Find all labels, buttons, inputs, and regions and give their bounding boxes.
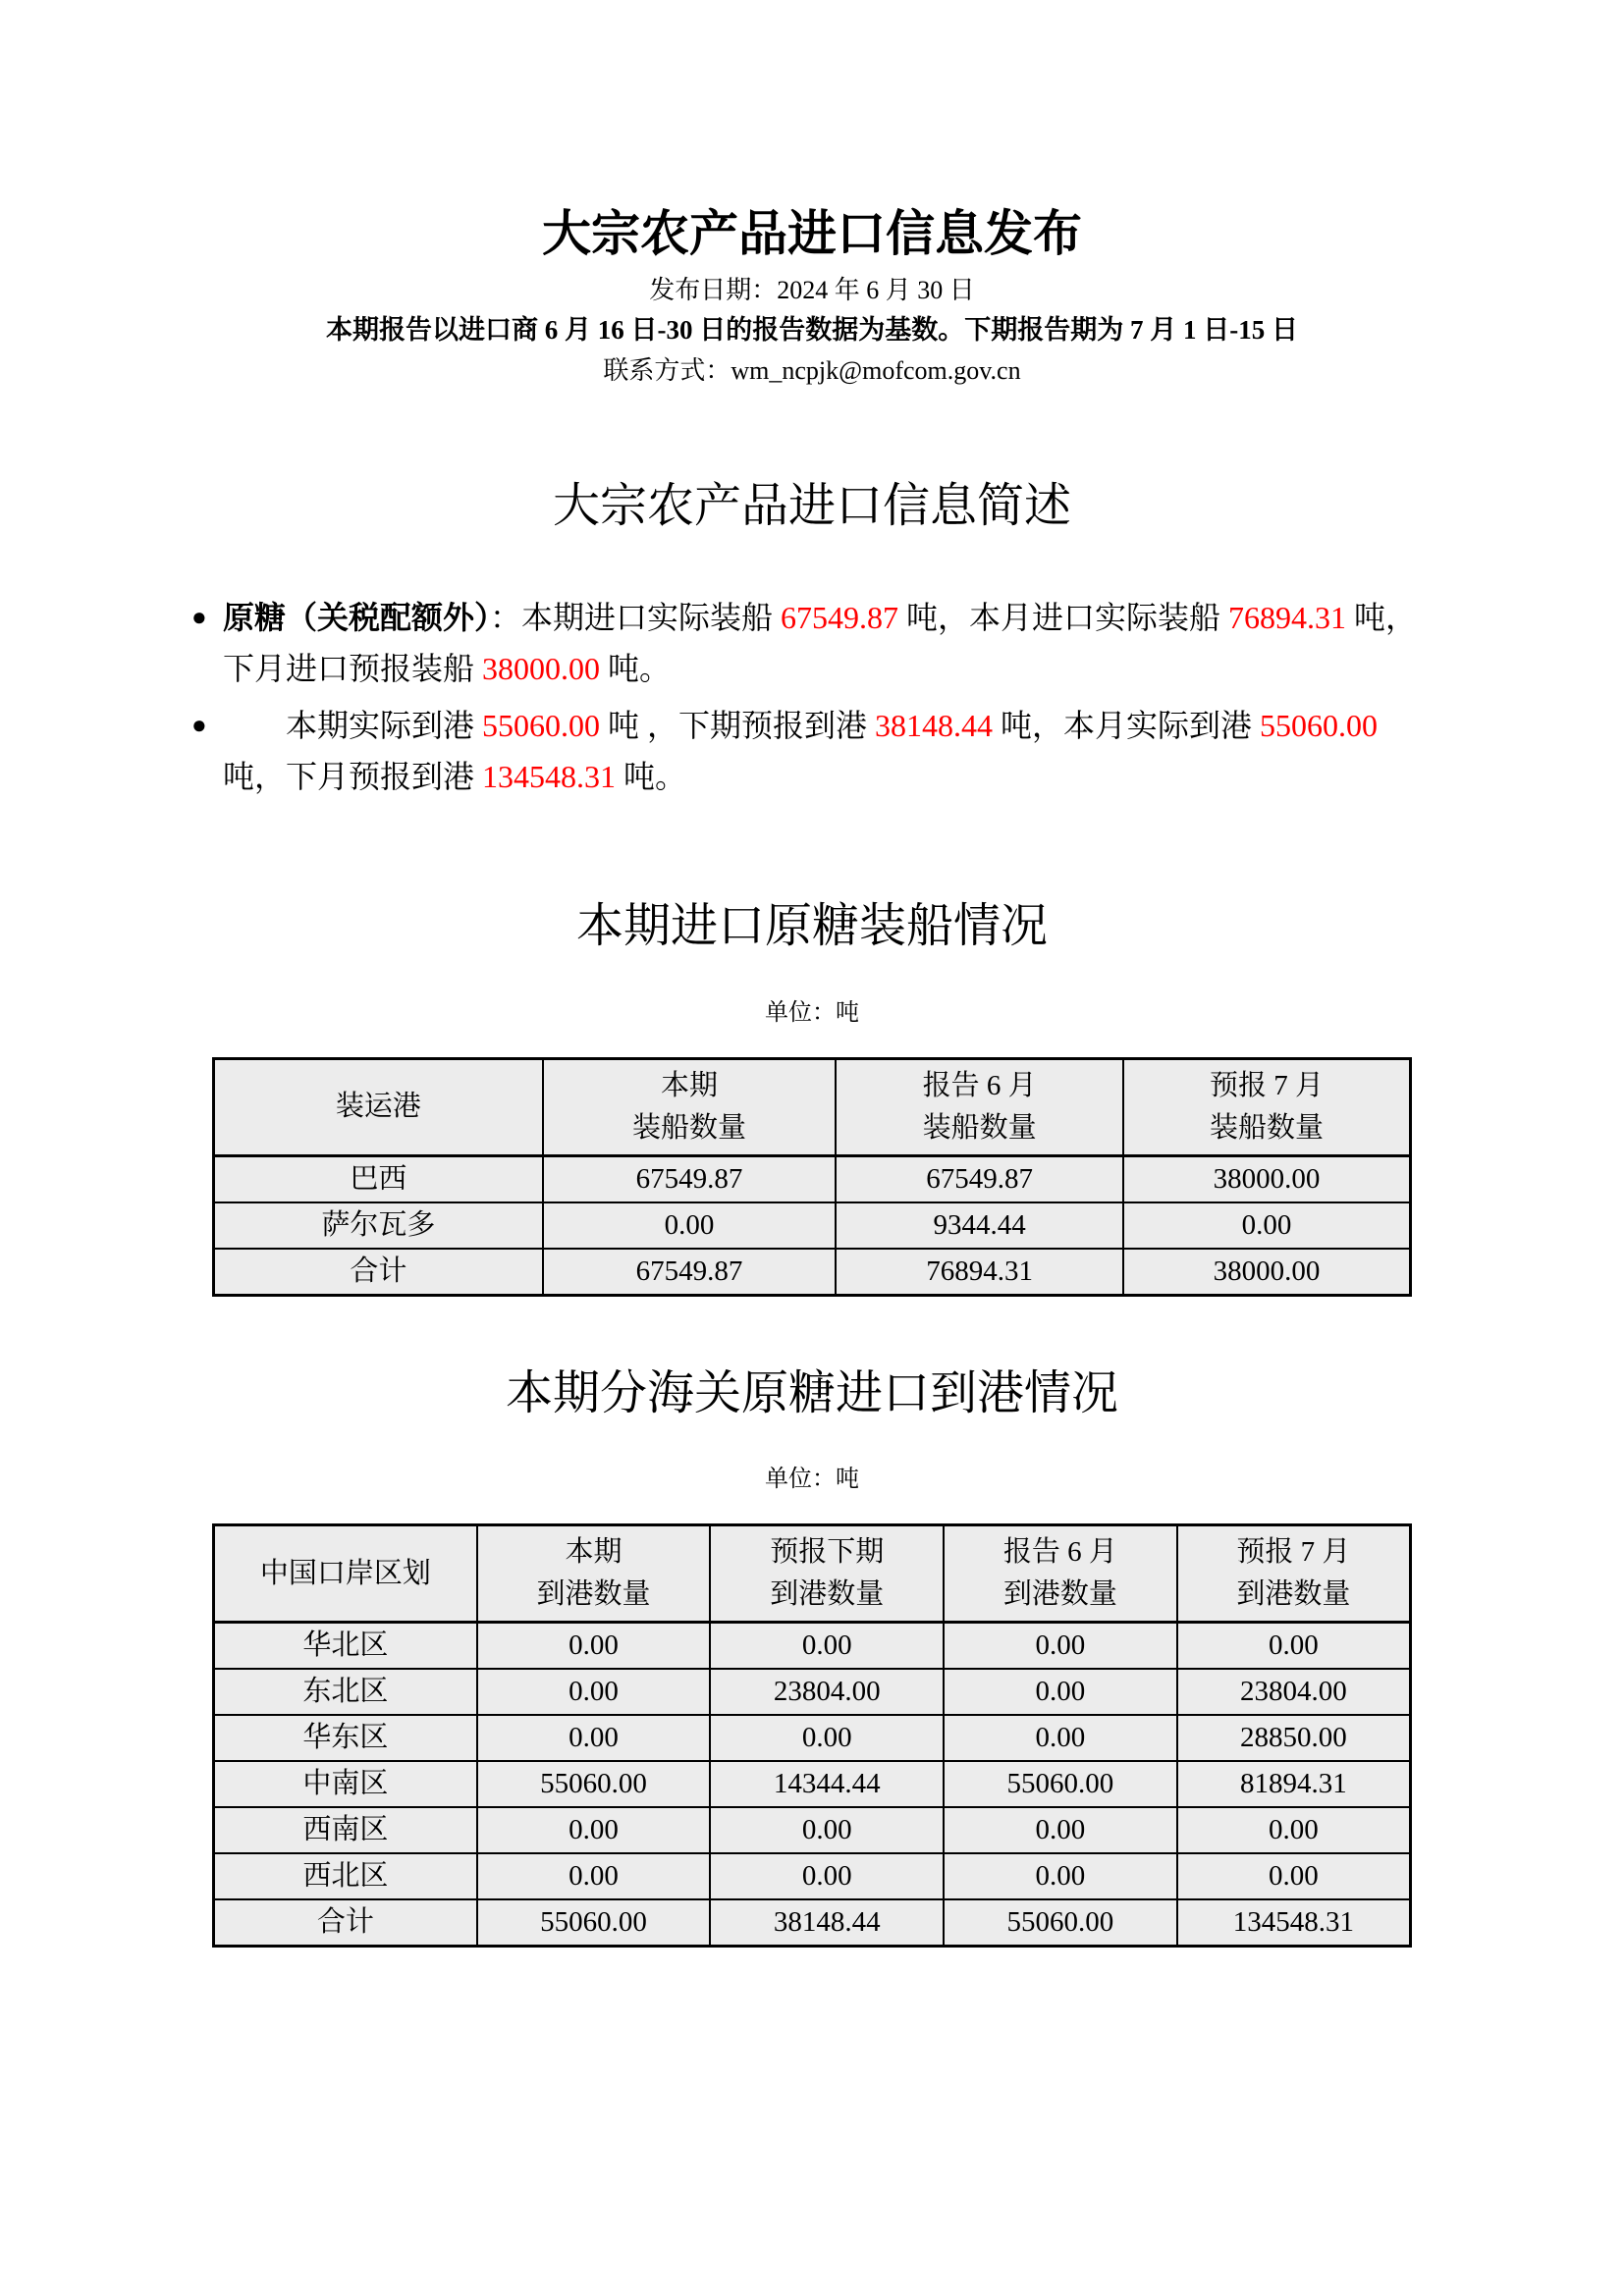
publish-date: 发布日期：2024 年 6 月 30 日 <box>649 276 975 304</box>
column-header-line: 到港数量 <box>770 1578 885 1611</box>
summary-bullet-shipping <box>191 592 1428 694</box>
bullet-text <box>223 600 1417 686</box>
table-row <box>214 1202 1411 1249</box>
column-header <box>1123 1058 1411 1155</box>
table-row <box>214 1807 1411 1853</box>
text-segment-normal: 吨。 <box>616 758 687 794</box>
column-header <box>477 1525 711 1623</box>
report-period-note: 本期报告以进口商 6 月 16 日-30 日的报告数据为基数。下期报告期为 7 月 1 日-15 日 <box>326 315 1298 345</box>
text-segment-normal: 吨，本月进口实际装船 <box>898 599 1229 635</box>
text-segment-red: 55060.00 <box>482 707 601 743</box>
table-row <box>214 1899 1411 1947</box>
text-segment-normal: 吨，本月实际到港 <box>993 707 1261 743</box>
value-cell: 0.00 <box>1177 1853 1411 1899</box>
row-label-cell: 合计 <box>214 1249 543 1296</box>
table-row <box>214 1623 1411 1670</box>
column-header-line: 中国口岸区划 <box>259 1557 431 1589</box>
table-row <box>214 1715 1411 1761</box>
value-cell: 9344.44 <box>836 1202 1123 1249</box>
text-segment-red: 38000.00 <box>482 650 601 686</box>
value-cell: 0.00 <box>944 1853 1177 1899</box>
value-cell: 23804.00 <box>710 1669 944 1715</box>
column-header-line: 预报 7 月 <box>1236 1536 1351 1569</box>
text-segment-red: 76894.31 <box>1228 599 1347 635</box>
text-segment-bold: 原糖（关税配额外） <box>223 599 491 635</box>
value-cell: 0.00 <box>477 1715 711 1761</box>
row-label-cell: 西北区 <box>214 1853 477 1899</box>
column-header <box>543 1058 837 1155</box>
column-header-line: 报告 6 月 <box>1002 1536 1117 1569</box>
column-header-line: 装运港 <box>335 1091 421 1122</box>
value-cell: 23804.00 <box>1177 1669 1411 1715</box>
text-segment-red: 67549.87 <box>781 599 899 635</box>
row-label-cell: 东北区 <box>214 1669 477 1715</box>
value-cell: 0.00 <box>1123 1202 1411 1249</box>
value-cell: 55060.00 <box>944 1761 1177 1807</box>
row-label-cell: 萨尔瓦多 <box>214 1202 543 1249</box>
value-cell: 0.00 <box>944 1715 1177 1761</box>
row-label-cell: 巴西 <box>214 1155 543 1202</box>
value-cell: 0.00 <box>710 1807 944 1853</box>
text-segment-red: 38148.44 <box>875 707 994 743</box>
value-cell: 55060.00 <box>477 1761 711 1807</box>
value-cell: 134548.31 <box>1177 1899 1411 1947</box>
value-cell: 28850.00 <box>1177 1715 1411 1761</box>
text-segment-normal: ：本期进口实际装船 <box>490 599 782 635</box>
bullet-dot-icon: ● <box>191 602 207 631</box>
value-cell: 67549.87 <box>543 1155 837 1202</box>
value-cell: 0.00 <box>477 1669 711 1715</box>
table-header-row <box>214 1058 1411 1155</box>
column-header <box>214 1525 477 1623</box>
contact-email-line: 联系方式：wm_ncpjk@mofcom.gov.cn <box>603 356 1021 385</box>
value-cell: 0.00 <box>710 1715 944 1761</box>
table-row <box>214 1249 1411 1296</box>
value-cell: 38148.44 <box>710 1899 944 1947</box>
text-segment-red: 134548.31 <box>482 758 617 794</box>
value-cell: 76894.31 <box>836 1249 1123 1296</box>
column-header-line: 预报 7 月 <box>1209 1069 1324 1101</box>
text-segment-normal: 吨，下月预报到港 <box>223 758 483 794</box>
value-cell: 55060.00 <box>944 1899 1177 1947</box>
column-header <box>214 1058 543 1155</box>
value-cell: 0.00 <box>477 1853 711 1899</box>
shipping-table <box>212 1057 1412 1297</box>
value-cell: 0.00 <box>944 1669 1177 1715</box>
text-segment-normal: 吨 ，下期预报到港 <box>600 707 876 743</box>
column-header <box>836 1058 1123 1155</box>
value-cell: 67549.87 <box>836 1155 1123 1202</box>
column-header-line: 装船数量 <box>1209 1111 1324 1144</box>
row-label-cell: 华东区 <box>214 1715 477 1761</box>
column-header-line: 装船数量 <box>632 1111 747 1144</box>
column-header-line: 到港数量 <box>1002 1578 1117 1611</box>
value-cell: 67549.87 <box>543 1249 837 1296</box>
text-segment-normal: 本期实际到港 <box>223 707 483 743</box>
row-label-cell: 合计 <box>214 1899 477 1947</box>
column-header <box>1177 1525 1411 1623</box>
value-cell: 81894.31 <box>1177 1761 1411 1807</box>
column-header-line: 本期 <box>661 1069 719 1101</box>
page-title: 大宗农产品进口信息发布 <box>542 206 1082 261</box>
bullet-text <box>223 708 1378 794</box>
column-header-line: 到港数量 <box>536 1578 651 1611</box>
column-header <box>710 1525 944 1623</box>
value-cell: 38000.00 <box>1123 1249 1411 1296</box>
summary-bullet-list <box>191 592 1428 802</box>
row-label-cell: 西南区 <box>214 1807 477 1853</box>
value-cell: 38000.00 <box>1123 1155 1411 1202</box>
table-row <box>214 1669 1411 1715</box>
value-cell: 14344.44 <box>710 1761 944 1807</box>
shipping-unit-label: 单位：吨 <box>765 999 859 1026</box>
text-segment-red: 55060.00 <box>1260 707 1379 743</box>
summary-section-heading: 大宗农产品进口信息简述 <box>552 480 1071 532</box>
shipping-section-heading: 本期进口原糖装船情况 <box>575 899 1048 952</box>
bullet-dot-icon: ● <box>191 710 207 739</box>
value-cell: 0.00 <box>710 1853 944 1899</box>
value-cell: 0.00 <box>944 1807 1177 1853</box>
text-segment-normal: 吨，下月进口预报装船 <box>223 599 1418 686</box>
value-cell: 0.00 <box>477 1623 711 1670</box>
table-row <box>214 1155 1411 1202</box>
column-header-line: 装船数量 <box>922 1111 1037 1144</box>
table-header-row <box>214 1525 1411 1623</box>
row-label-cell: 中南区 <box>214 1761 477 1807</box>
column-header-line: 报告 6 月 <box>922 1069 1037 1101</box>
text-segment-normal: 吨。 <box>600 650 672 686</box>
column-header-line: 本期 <box>565 1536 623 1569</box>
table-row <box>214 1761 1411 1807</box>
value-cell: 0.00 <box>944 1623 1177 1670</box>
column-header <box>944 1525 1177 1623</box>
arrival-unit-label: 单位：吨 <box>765 1467 859 1493</box>
value-cell: 0.00 <box>477 1807 711 1853</box>
value-cell: 0.00 <box>543 1202 837 1249</box>
column-header-line: 到港数量 <box>1236 1578 1351 1611</box>
value-cell: 0.00 <box>1177 1623 1411 1670</box>
arrival-section-heading: 本期分海关原糖进口到港情况 <box>505 1366 1118 1419</box>
value-cell: 0.00 <box>710 1623 944 1670</box>
arrival-table <box>212 1523 1412 1948</box>
value-cell: 55060.00 <box>477 1899 711 1947</box>
value-cell: 0.00 <box>1177 1807 1411 1853</box>
row-label-cell: 华北区 <box>214 1623 477 1670</box>
table-row <box>214 1853 1411 1899</box>
column-header-line: 预报下期 <box>770 1536 885 1569</box>
summary-bullet-arrival <box>191 700 1428 802</box>
